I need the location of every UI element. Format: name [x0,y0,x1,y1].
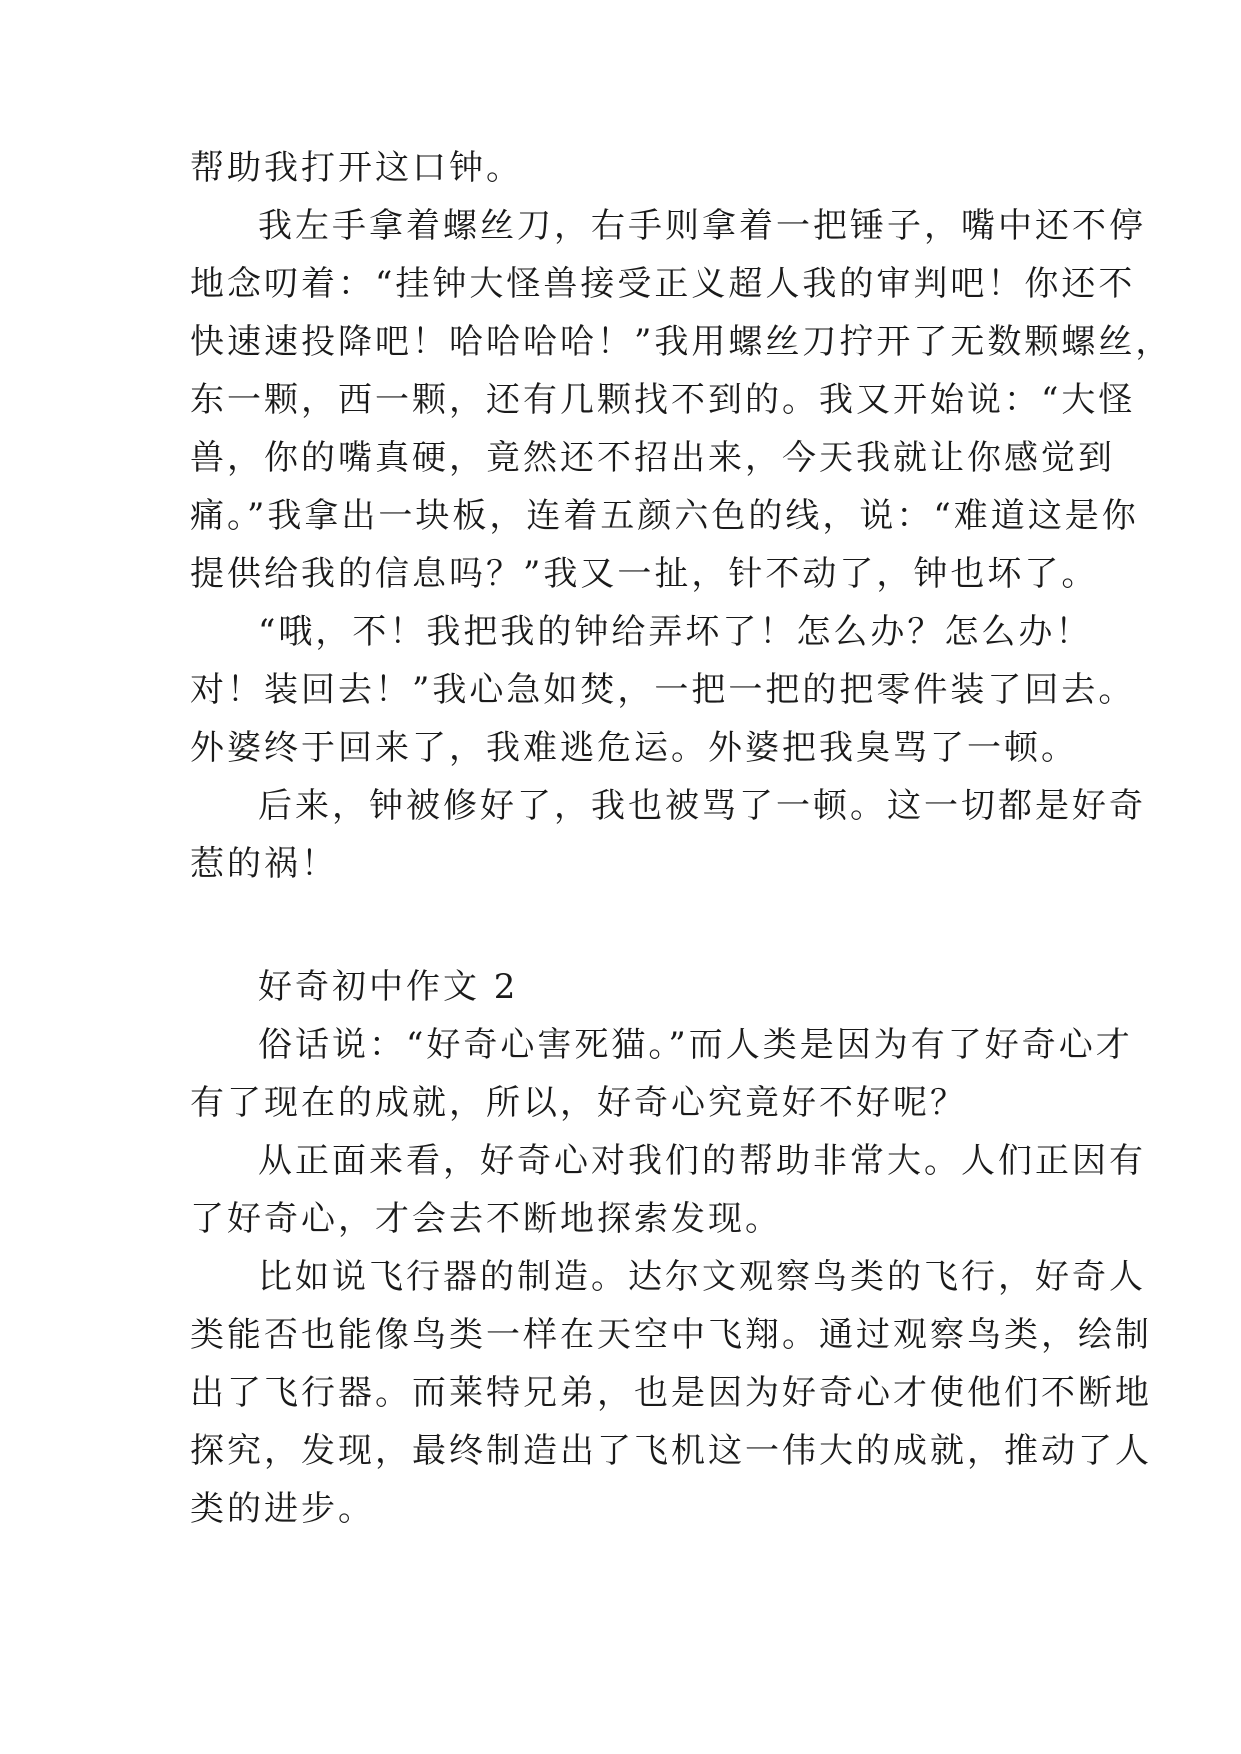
paragraph-line: 对！装回去！”我心急如焚，一把一把的把零件装了回去。 [190,670,1136,710]
paragraph-line: 兽，你的嘴真硬，竟然还不招出来，今天我就让你感觉到 [190,438,1115,478]
paragraph-line: 类的进步。 [190,1489,375,1529]
paragraph-line: 提供给我的信息吗？”我又一扯，针不动了，钟也坏了。 [190,554,1099,594]
paragraph-line: 俗话说：“好奇心害死猫。”而人类是因为有了好奇心才 [258,1025,1133,1065]
paragraph-line: 出了飞行器。而莱特兄弟，也是因为好奇心才使他们不断地 [190,1373,1152,1413]
paragraph-line: 快速速投降吧！哈哈哈哈！”我用螺丝刀拧开了无数颗螺丝， [190,322,1173,362]
paragraph-line: 东一颗，西一颗，还有几颗找不到的。我又开始说：“大怪 [190,380,1136,420]
paragraph-line: “哦，不！我把我的钟给弄坏了！怎么办？怎么办！ [258,612,1093,652]
essay-section-1 [190,139,1173,893]
paragraph-line: 后来，钟被修好了，我也被骂了一顿。这一切都是好奇 [258,786,1146,826]
paragraph-line: 比如说飞行器的制造。达尔文观察鸟类的飞行，好奇人 [258,1257,1146,1297]
paragraph-line: 地念叨着：“挂钟大怪兽接受正义超人我的审判吧！你还不 [190,264,1136,304]
paragraph-line: 探究，发现，最终制造出了飞机这一伟大的成就，推动了人 [190,1431,1152,1471]
paragraph-line: 我左手拿着螺丝刀，右手则拿着一把锤子，嘴中还不停 [258,206,1146,246]
paragraph-line: 有了现在的成就，所以，好奇心究竟好不好呢？ [190,1083,967,1123]
paragraph-line: 惹的祸！ [190,844,338,884]
section-title: 好奇初中作文 2 [258,967,519,1007]
paragraph-line: 从正面来看，好奇心对我们的帮助非常大。人们正因有 [258,1141,1146,1181]
paragraph-line: 类能否也能像鸟类一样在天空中飞翔。通过观察鸟类，绘制 [190,1315,1152,1355]
paragraph-line: 帮助我打开这口钟。 [190,148,523,188]
essay-section-2 [190,958,1152,1538]
paragraph-line: 痛。”我拿出一块板，连着五颜六色的线，说：“难道这是你 [190,496,1139,536]
paragraph-line: 了好奇心，才会去不断地探索发现。 [190,1199,782,1239]
paragraph-line: 外婆终于回来了，我难逃危运。外婆把我臭骂了一顿。 [190,728,1078,768]
